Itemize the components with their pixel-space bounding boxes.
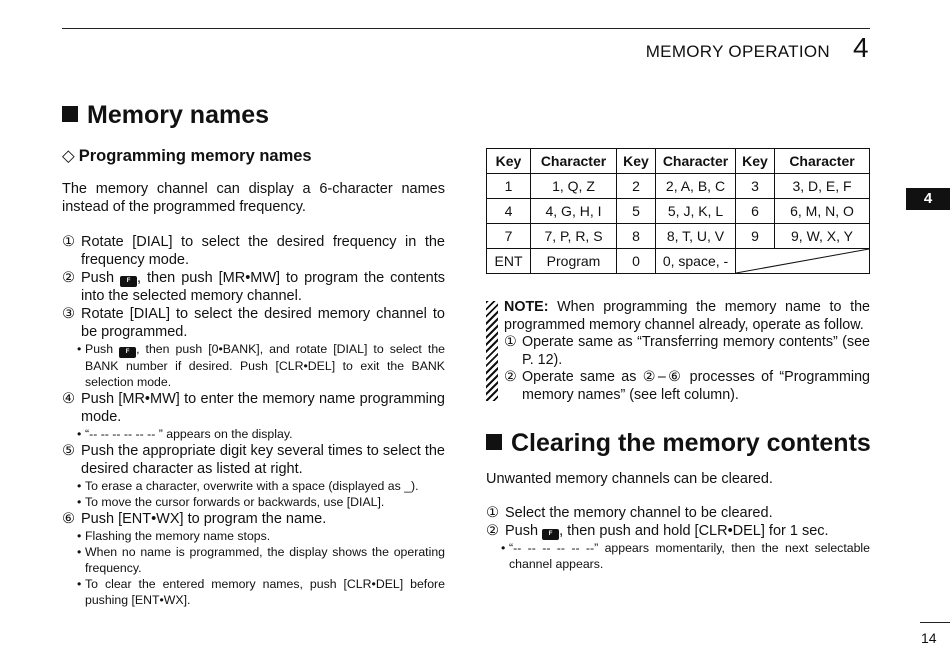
table-cell: 2, A, B, C <box>656 174 736 199</box>
footer-rule <box>920 622 950 623</box>
sub-bullet: • “-- -- -- -- -- -- ” appears on the display. <box>77 427 293 441</box>
note-box <box>486 299 870 404</box>
step-item: ③ Rotate [DIAL] to select the desired memory channel to be programmed. <box>62 306 445 340</box>
chapter-side-tab: 4 <box>906 188 950 210</box>
sub-bullet: • To move the cursor forwards or backwards, use [DIAL]. <box>77 495 385 509</box>
page-number: 14 <box>921 630 937 646</box>
table-cell: 6 <box>736 199 775 224</box>
step-item: ④ Push [MR•MW] to enter the memory name programming mode. <box>62 391 445 425</box>
table-cell: 5 <box>617 199 656 224</box>
table-cell: Program <box>531 249 617 274</box>
diamond-icon: ◇ <box>62 147 75 165</box>
table-header: Character <box>775 149 870 174</box>
table-header: Character <box>531 149 617 174</box>
character-key-table <box>486 148 870 274</box>
chapter-number: 4 <box>853 32 869 63</box>
table-header-row <box>487 149 870 174</box>
table-cell: 4, G, H, I <box>531 199 617 224</box>
square-bullet-icon <box>486 434 502 450</box>
table-cell: 9, W, X, Y <box>775 224 870 249</box>
step-item: ① Rotate [DIAL] to select the desired frequency in the frequency mode. <box>62 234 445 268</box>
table-cell: 2 <box>617 174 656 199</box>
table-row <box>487 199 870 224</box>
step-item: ⑥ Push [ENT•WX] to program the name. <box>62 511 327 527</box>
table-cell: 3 <box>736 174 775 199</box>
step-item: ① Select the memory channel to be cleared. <box>486 505 773 521</box>
table-header: Key <box>617 149 656 174</box>
note-step: ① Operate same as “Transferring memory contents” (see P. 12). <box>504 334 870 368</box>
table-cell: 0, space, - <box>656 249 736 274</box>
diagonal-slash <box>736 249 869 273</box>
table-cell: 7, P, R, S <box>531 224 617 249</box>
table-header: Key <box>487 149 531 174</box>
table-cell: 6, M, N, O <box>775 199 870 224</box>
table-cell: ENT <box>487 249 531 274</box>
table-empty-cell <box>736 249 870 274</box>
section-title-clearing: Clearing the memory contents <box>486 428 871 458</box>
table-cell: 7 <box>487 224 531 249</box>
table-cell: 3, D, E, F <box>775 174 870 199</box>
section2-intro: Unwanted memory channels can be cleared. <box>486 471 773 487</box>
sub-bullet: • Flashing the memory name stops. <box>77 529 271 543</box>
step-item: ② Push F , then push and hold [CLR•DEL] for 1 sec. <box>486 523 829 539</box>
section-title-memory-names: Memory names <box>62 100 269 130</box>
table-row <box>487 224 870 249</box>
table-cell: 1 <box>487 174 531 199</box>
section1-intro: The memory channel can display a 6-character names instead of the programmed frequency. <box>62 181 445 215</box>
programming-steps <box>62 233 445 608</box>
f-key-icon: F <box>119 347 136 358</box>
sub-bullet: • To erase a character, overwrite with a space (displayed as _). <box>77 479 419 493</box>
clearing-steps <box>486 504 870 572</box>
f-key-icon: F <box>542 529 559 540</box>
table-cell: 5, J, K, L <box>656 199 736 224</box>
table-header: Character <box>656 149 736 174</box>
note-hatch-icon <box>486 301 498 401</box>
note-step: ② Operate same as ②–⑥ processes of “Programming memory names” (see left column). <box>504 369 870 403</box>
table-cell: 4 <box>487 199 531 224</box>
table-row <box>487 249 870 274</box>
note-text: NOTE: When programming the memory name to the programmed memory channel already, operate as follow. <box>504 299 870 333</box>
step-item: ② Push F , then push [MR•MW] to program the contents into the selected memory channel. <box>62 270 445 304</box>
table-cell: 8 <box>617 224 656 249</box>
header-rule <box>62 28 870 29</box>
step-item: ⑤ Push the appropriate digit key several times to select the desired character as listed at right. <box>62 443 445 477</box>
table-row <box>487 174 870 199</box>
sub-bullet: • Push F , then push [0•BANK], and rotate [DIAL] to select the BANK number if desired. Push [CLR•DEL] to exit the BANK selection mode. <box>77 342 445 389</box>
sub-bullet: • To clear the entered memory names, push [CLR•DEL] before pushing [ENT•WX]. <box>77 577 445 607</box>
table-cell: 9 <box>736 224 775 249</box>
square-bullet-icon <box>62 106 78 122</box>
table-header: Key <box>736 149 775 174</box>
chapter-title: MEMORY OPERATION <box>645 42 830 61</box>
table-cell: 1, Q, Z <box>531 174 617 199</box>
subsection-title: ◇ Programming memory names <box>62 147 312 165</box>
sub-bullet: • “-- -- -- -- -- --” appears momentarily, then the next selectable channel appears. <box>501 541 870 571</box>
table-cell: 8, T, U, V <box>656 224 736 249</box>
table-cell: 0 <box>617 249 656 274</box>
f-key-icon: F <box>120 276 137 287</box>
sub-bullet: • When no name is programmed, the display shows the operating frequency. <box>77 545 445 575</box>
